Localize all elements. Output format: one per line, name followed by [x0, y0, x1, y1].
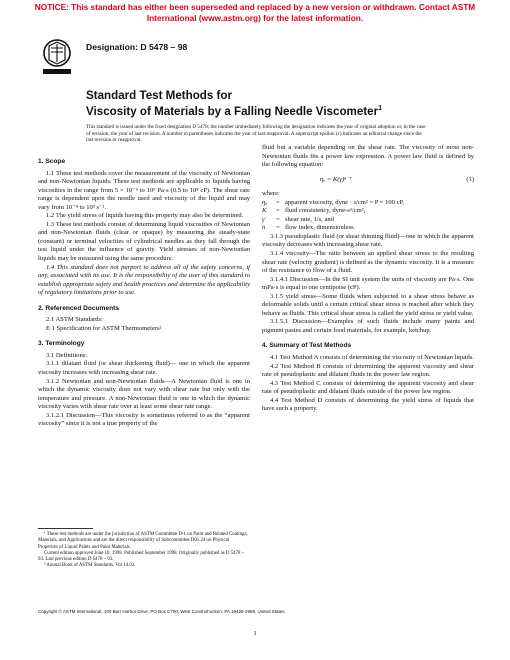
- definition-row: ηₐ = apparent viscosity, dyne · s/cm² = P = 100 cP,: [262, 198, 405, 206]
- notice-line-2: International (www.astm.org) for the latest information.: [146, 13, 364, 23]
- page-number: 1: [253, 630, 257, 637]
- equation-expression: ηₐ = K(γ̇)ⁿ⁻¹: [320, 175, 352, 183]
- paragraph-3-1-5: 3.1.5 yield stress—Some fluids when subjected to a shear stress behave as deformable solids until a certain critical shear stress is reached after which they behave as fluids. This critical shear stress is called the yield stress or yield value.: [262, 292, 474, 317]
- paragraph-3-1-2-1: 3.1.2.1 Discussion—This viscosity is sometimes referred to as the “apparent viscosity” since it is not a true property of the: [38, 411, 250, 428]
- paragraph-1-3: 1.3 These test methods consist of determining liquid viscosities of Newtonian and non-Newtonian fluids (clear or opaque) by measuring the steady-state (constant) or terminal velocities of cylindrical needles as they fall through the test liquid under the influence of gravity. Yield stresses of non-Newtonian liquids may be measured using the same procedure.: [38, 220, 250, 263]
- paragraph-3-1-2: 3.1.2 Newtonian and non-Newtonian fluids—A Newtonian fluid is one in which the dynamic viscosity does not vary with shear rate but only with the temperature and pressure. A non-Newtonian fluid is one in which the dynamic viscosity varies with shear rate over at least some shear rate range.: [38, 377, 250, 411]
- paragraph-4-1: 4.1 Test Method A consists of determining the viscosity of Newtonian liquids.: [270, 354, 474, 362]
- copyright-line: Copyright © ASTM International, 100 Barr Harbor Drive, PO Box C700, West Conshohocken, PA 19428-2959, United States.: [38, 609, 286, 614]
- section-terminology-heading: 3. Terminology: [38, 340, 85, 348]
- paragraph-3-1-3: 3.1.3 pseudoplastic fluid (or shear thinning fluid)—one in which the apparent viscosity decreases with increasing shear rate.: [262, 232, 474, 249]
- designation: Designation: D 5478 – 98: [86, 42, 188, 52]
- paragraph-2-1: 2.1 ASTM Standards:: [46, 316, 103, 324]
- power-law-equation: [262, 176, 474, 185]
- symbol-definitions: [262, 199, 474, 233]
- title-line-1: Standard Test Methods for: [86, 89, 233, 102]
- left-column: [38, 158, 250, 429]
- paragraph-4-4: 4.4 Test Method D consists of determining the yield stress of liquids that have such a property.: [262, 396, 474, 413]
- section-referenced-documents-heading: 2. Referenced Documents: [38, 304, 119, 312]
- section-scope-heading: 1. Scope: [38, 158, 66, 165]
- paragraph-1-1: 1.1 These test methods cover the measurement of the viscosity of Newtonian and non-Newtonian liquids. These test methods are applicable to liquids having viscosities in the range from 5 × 10⁻⁴ to 10⁵ Pa·s (0.5 to 10⁸ cP). The shear rate range is dependent upon the needle used and viscosity of the liquid and may vary from 10⁻⁴ to 10³ s⁻¹.: [38, 169, 250, 211]
- paragraph-3-1-1: 3.1.1 dilatant fluid (or shear thickening fluid)— one in which the apparent viscosity increases with increasing shear rate.: [38, 360, 250, 377]
- paragraph-1-2: 1.2 The yield stress of liquids having this property may also be determined.: [46, 212, 244, 220]
- where-label: where:: [262, 190, 280, 198]
- document-title: [86, 89, 382, 118]
- section-summary-heading: 4. Summary of Test Methods: [262, 342, 352, 350]
- paragraph-3-1: 3.1 Definitions:: [46, 351, 88, 359]
- paragraph-3-1-4-1: 3.1.4.1 Discussion—In the SI unit system the units of viscosity are Pa·s. One mPa·s is equal to one centipoise (cP).: [262, 275, 474, 292]
- astm-logo: [40, 38, 74, 78]
- paragraph-1-4: 1.4 This standard does not purport to address all of the safety concerns, if any, associated with its use. It is the responsibility of the user of this standard to establish appropriate safety and health practices and determine the applicability of regulatory limitations prior to use.: [38, 263, 250, 297]
- definition-row: K = fluid consistency, dyne-sⁿ/cm²,: [262, 207, 366, 215]
- reference-e1: E 1 Specification for ASTM Thermometers²: [46, 324, 162, 332]
- paragraph-4-2: 4.2 Test Method B consists of determining the apparent viscosity and shear rate of pseudoplastic and dilatant fluids in the power law region.: [262, 362, 474, 379]
- title-footnote-marker: 1: [378, 105, 383, 112]
- equation-number: (1): [466, 175, 474, 183]
- footnote-rule: [38, 528, 93, 529]
- title-line-2: Viscosity of Materials by a Falling Needle Viscometer$^1$: [86, 104, 383, 118]
- paragraph-3-1-5-1: 3.1.5.1 Discussion—Examples of such fluids include many paints and pigment pastes and certain food materials, for example, ketchup.: [262, 318, 474, 334]
- notice-line-1: NOTICE: This standard has either been superseded and replaced by a new version or withdrawn. Contact ASTM: [34, 2, 476, 12]
- paragraph-3-1-4: 3.1.4 viscosity—The ratio between an applied shear stress to the resulting shear rate (velocity gradient) is defined as the dynamic viscosity. It is a measure of the resistance to flow of a fluid.: [262, 250, 474, 275]
- definition-row: n = flow index, dimensionless.: [262, 224, 356, 232]
- withdrawal-notice: [0, 2, 510, 24]
- right-column: [262, 144, 474, 414]
- paragraph-continuation: fluid but a variable depending on the shear rate. The viscosity of most non-Newtonian fluids fits a power law expression. A power law fluid is defined by the following equation:: [262, 144, 474, 169]
- footnote-1: ¹ These test methods are under the jurisdiction of ASTM Committee D-1 on Paint and Related Coatings, Materials, and Applications and are the direct responsibility of Subcommittee D01.24 on Physical Properties of Liquid Paints and Paint Materials.: [38, 532, 248, 550]
- footnotes: [38, 532, 250, 570]
- footnote-1-edition: Current edition approved June 10, 1998. Published September 1998. Originally published as D 5478 – 93. Last previous edition D 5478 – 93.: [38, 550, 245, 563]
- standard-intro-note: This standard is issued under the fixed designation D 5478; the number immediately following the designation indicates the year of original adoption or, in the case of revision, the year of last revision. A number in parentheses indicates the year of last reapproval. A superscript epsilon (ε) indicates an editorial change since the last revision or reapproval.: [86, 124, 426, 144]
- footnote-2: ² Annual Book of ASTM Standards, Vol 14.03.: [44, 563, 136, 569]
- definition-row: γ̇ = shear rate, 1/s, and: [262, 215, 334, 223]
- paragraph-4-3: 4.3 Test Method C consists of determining the apparent viscosity and shear rate of pseudoplastic and dilatant fluids outside of the power law region.: [262, 379, 474, 396]
